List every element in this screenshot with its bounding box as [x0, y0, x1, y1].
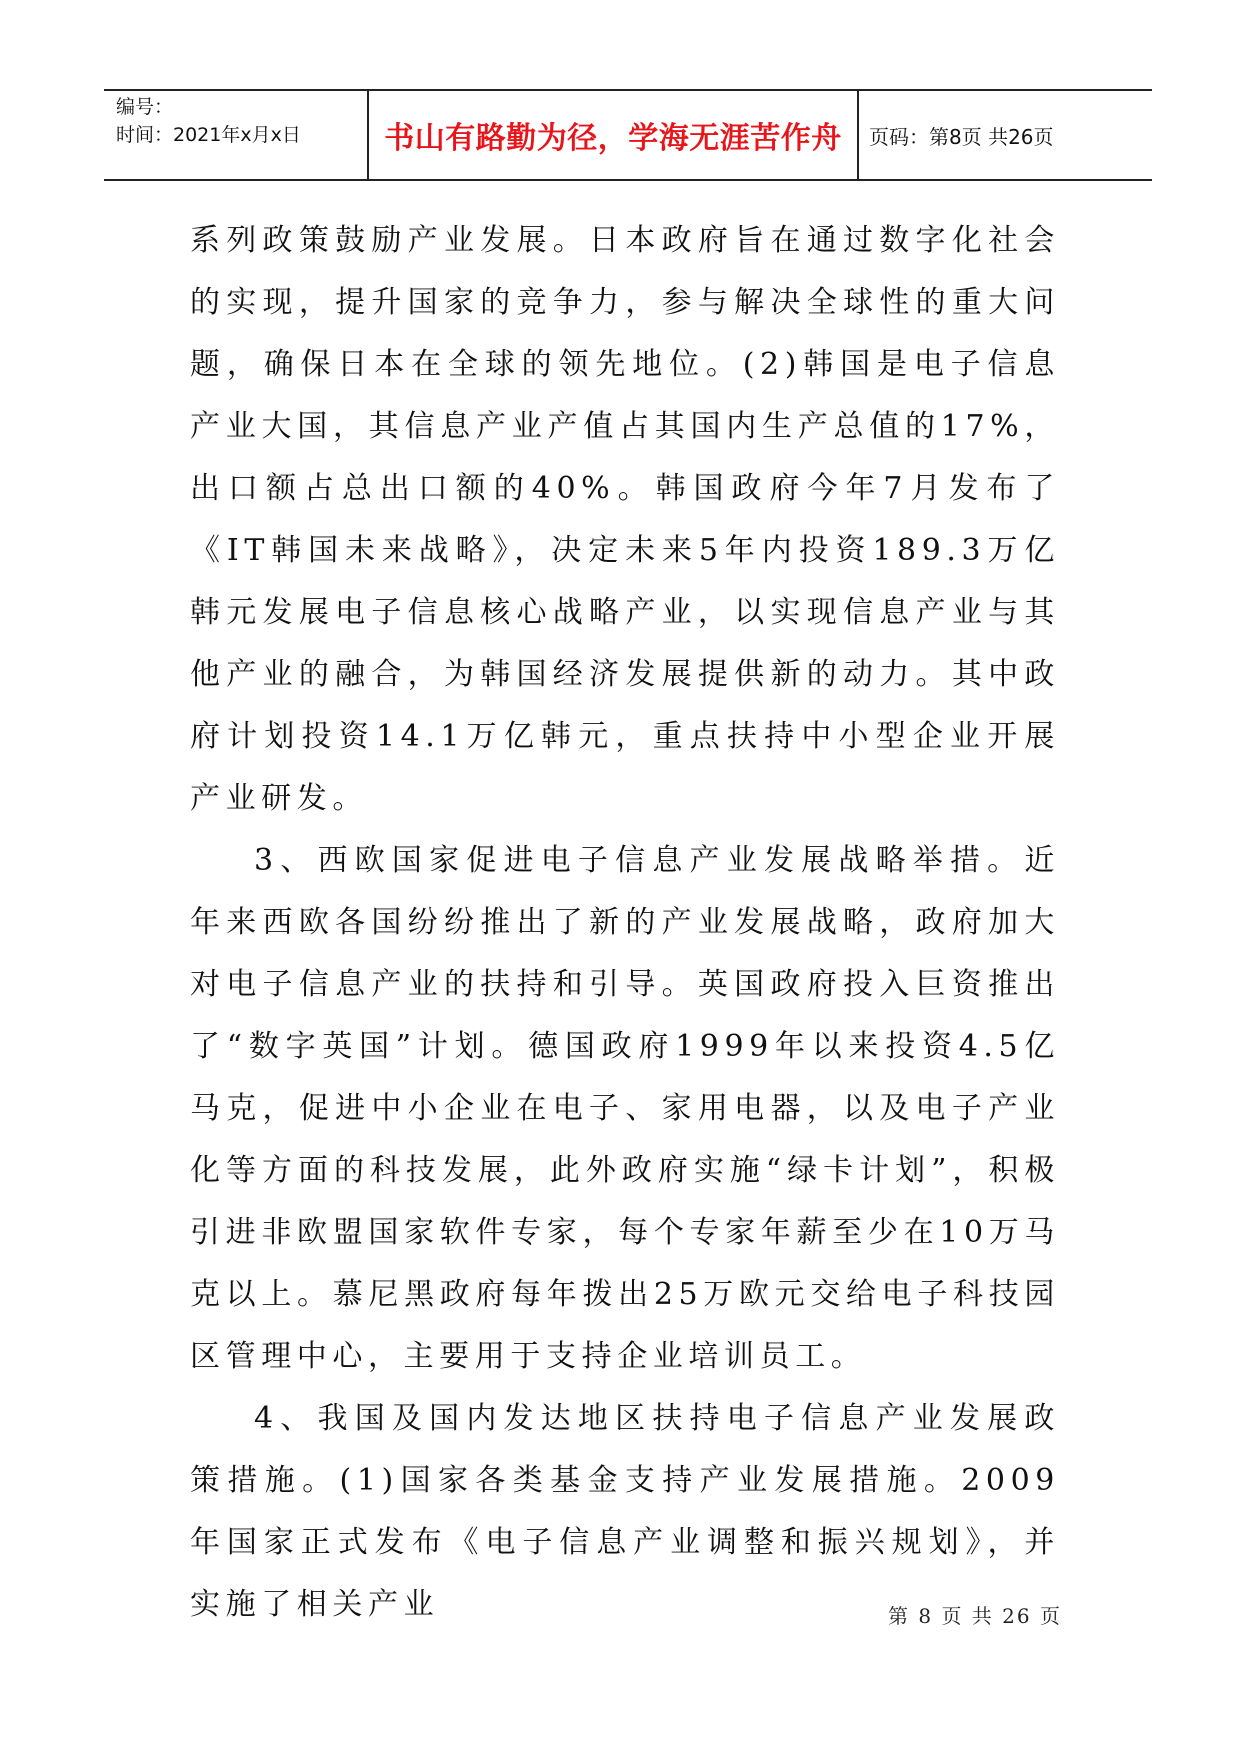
- number-label: 编号：: [116, 96, 174, 118]
- page-header: [104, 89, 1152, 181]
- header-divider: [857, 91, 859, 179]
- paragraph: 系列政策鼓励产业发展。日本政府旨在通过数字化社会的实现，提升国家的竞争力，参与解决全球性的重大问题，确保日本在全球的领先地位。(2)韩国是电子信息产业大国，其信息产业产值占其国内生产总值的17%，出口额占总出口额的40%。韩国政府今年7月发布了《IT韩国未来战略》，决定未来5年内投资189.3万亿韩元发展电子信息核心战略产业，以实现信息产业与其他产业的融合，为韩国经济发展提供新的动力。其中政府计划投资14.1万亿韩元，重点扶持中小型企业开展产业研发。: [190, 223, 1060, 816]
- paragraph: 4、我国及国内发达地区扶持电子信息产业发展政策措施。(1)国家各类基金支持产业发展措施。2009年国家正式发布《电子信息产业调整和振兴规划》，并实施了相关产业: [190, 1401, 1060, 1622]
- page-footer: 第 8 页 共 26 页: [888, 1604, 1062, 1628]
- header-page-info: 页码：第8页 共26页: [869, 124, 1054, 149]
- header-meta: [116, 93, 301, 149]
- time-label: 时间：2021年x月x日: [116, 124, 301, 146]
- document-body: [190, 210, 1060, 1636]
- paragraph: 3、西欧国家促进电子信息产业发展战略举措。近年来西欧各国纷纷推出了新的产业发展战略，政府加大对电子信息产业的扶持和引导。英国政府投入巨资推出了“数字英国”计划。德国政府1999年以来投资4.5亿马克，促进中小企业在电子、家用电器，以及电子产业化等方面的科技发展，此外政府实施“绿卡计划”，积极引进非欧盟国家软件专家，每个专家年薪至少在10万马克以上。慕尼黑政府每年拨出25万欧元交给电子科技园区管理中心，主要用于支持企业培训员工。: [190, 843, 1060, 1374]
- header-motto: 书山有路勤为径，学海无涯苦作舟: [384, 121, 842, 156]
